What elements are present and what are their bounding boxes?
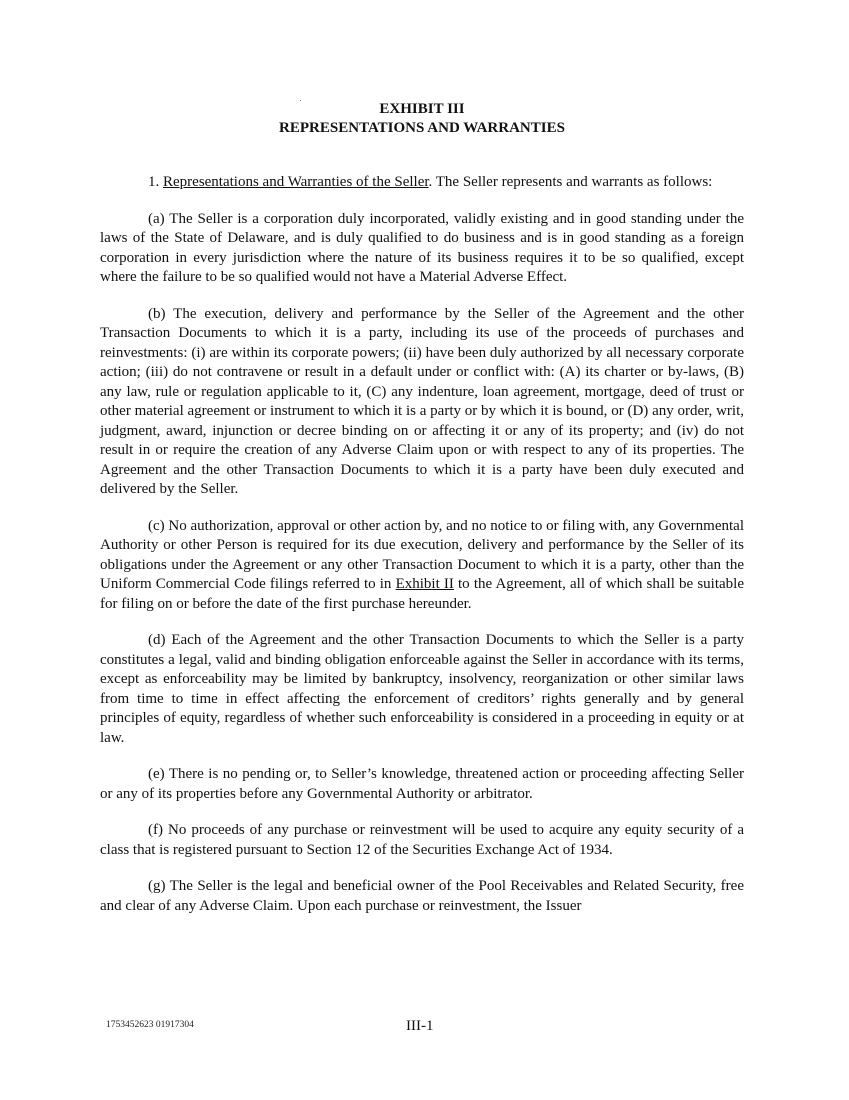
paragraph-e: (e) There is no pending or, to Seller’s knowledge, threatened action or proceeding affecting Seller or any of its properties before any Governmental Authority or arbitrator. (100, 766, 744, 802)
paragraph-c (100, 517, 744, 615)
section-lead: . The Seller represents and warrants as follows: (428, 174, 713, 190)
paragraph-g: (g) The Seller is the legal and beneficial owner of the Pool Receivables and Related Security, free and clear of any Adverse Claim. Upon each purchase or reinvestment, the Issuer (100, 878, 744, 914)
exhibit-title: EXHIBIT III (379, 101, 465, 117)
section-number: 1. (148, 174, 160, 190)
paragraph-d: (d) Each of the Agreement and the other Transaction Documents to which the Seller is a party constitutes a legal, valid and binding obligation enforceable against the Seller in accordance with its terms, except as enforceability may be limited by bankruptcy, insolvency, reorganization or other similar laws from time to time in effect affecting the enforcement of creditors’ rights generally and by general principles of equity, regardless of whether such enforceability is considered in a proceeding in equity or at law. (100, 632, 744, 746)
paragraph-b: (b) The execution, delivery and performance by the Seller of the Agreement and the other Transaction Documents to which it is a party, including its use of the proceeds of purchases and reinvestments: (i) are within its corporate powers; (ii) have been duly authorized by all necessary corporate action; (iii) do not contravene or result in a default under or conflict with: (A) its charter or by-laws, (B) any law, rule or regulation applicable to it, (C) any indenture, loan agreement, mortgage, deed of trust or other material agreement or instrument to which it is a party or by which it is bound, or (D) any order, writ, judgment, award, injunction or decree binding on or affecting it or any of its property; and (iv) do not result in or require the creation of any Adverse Claim upon or with respect to any of its properties. The Agreement and the other Transaction Documents to which it is a party have been duly executed and delivered by the Seller. (100, 305, 744, 497)
document-id: 17534526​23 01917304 (106, 1020, 194, 1030)
paragraph-f: (f) No proceeds of any purchase or reinvestment will be used to acquire any equity security of a class that is registered pursuant to Section 12 of the Securities Exchange Act of 1934. (100, 822, 744, 858)
exhibit-subtitle: REPRESENTATIONS AND WARRANTIES (279, 120, 565, 136)
paragraph-a: (a) The Seller is a corporation duly incorporated, validly existing and in good standing under the laws of the State of Delaware, and is duly qualified to do business and is in good standing as a foreign corporation in every jurisdiction where the nature of its business requires it to be so qualified, except where the failure to be so qualified would not have a Material Adverse Effect. (100, 210, 744, 285)
page-number: III-1 (406, 1018, 434, 1034)
paragraph-c-text-1: (c) No authorization, approval or other action by, and no notice to or filing with, any Governmental Authority or other Person is required for its due execution, delivery and performance by the Seller of its obligations under the Agreement or any other Transaction Document to which it is a party, other than the Uniform Commercial Code filings referred to in (100, 517, 744, 592)
document-page (100, 100, 744, 933)
exhibit-ii-reference: Exhibit II (395, 576, 454, 592)
paragraph-c-text-2: to the Agreement, all of which shall be suitable for filing on or before the date of the first purchase hereunder. (100, 576, 744, 612)
section-heading: Representations and Warranties of the Seller (163, 174, 429, 190)
section-1-intro (100, 173, 744, 193)
